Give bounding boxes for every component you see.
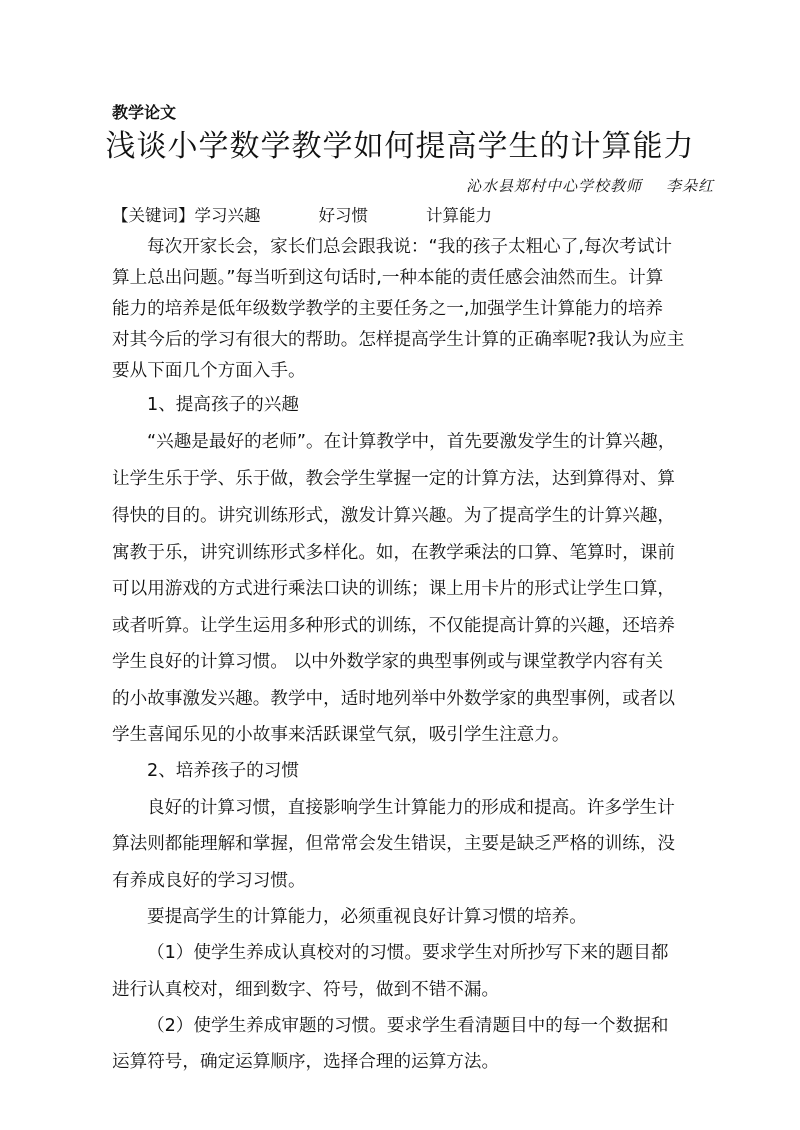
paragraph-line: 每次开家长会，家长们总会跟我说：“我的孩子太粗心了,每次考试计 (147, 237, 672, 257)
keywords-line (112, 203, 492, 229)
paragraph-line: 或者听算。让学生运用多种形式的训练，不仅能提高计算的兴趣，还培养 (112, 616, 676, 636)
paragraph-line: 可以用游戏的方式进行乘法口诀的训练；课上用卡片的形式让学生口算， (112, 579, 676, 599)
paragraph-line: 要提高学生的计算能力，必须重视良好计算习惯的培养。 (147, 907, 587, 927)
paragraph-line: 学生良好的计算习惯。 以中外数学家的典型事例或与课堂教学内容有关 (112, 652, 664, 672)
page-title: 浅谈小学数学教学如何提高学生的计算能力 (105, 129, 695, 164)
author-affiliation: 沁水县郑村中心学校教师 (466, 177, 643, 195)
section-heading: 2、培养孩子的习惯 (147, 761, 299, 781)
paragraph-line: 算上总出问题。”每当听到这句话时,一种本能的责任感会油然而生。计算 (112, 268, 664, 288)
keyword-item: 好习惯 (318, 206, 368, 225)
paragraph-line: （2）使学生养成审题的习惯。要求学生看清题目中的每一个数据和 (147, 1016, 669, 1036)
paragraph-line: 能力的培养是低年级数学教学的主要任务之一,加强学生计算能力的培养 (112, 299, 664, 319)
paragraph-line: 进行认真校对，细到数字、符号，做到不错不漏。 (112, 980, 500, 1000)
section-heading: 1、提高孩子的兴趣 (147, 395, 299, 415)
author-line (466, 174, 714, 198)
paragraph-line: （1）使学生养成认真校对的习惯。要求学生对所抄写下来的题目都 (147, 943, 669, 963)
paragraph-line: 寓教于乐，讲究训练形式多样化。如，在教学乘法的口算、笔算时，课前 (112, 543, 676, 563)
paragraph-line: 有养成良好的学习习惯。 (112, 871, 306, 891)
keyword-item: 计算能力 (426, 206, 492, 225)
paragraph-line: 学生喜闻乐见的小故事来活跃课堂气氛，吸引学生注意力。 (112, 725, 570, 745)
paragraph-line: 良好的计算习惯，直接影响学生计算能力的形成和提高。许多学生计 (147, 798, 675, 818)
paragraph-line: 得快的目的。讲究训练形式，激发计算兴趣。为了提高学生的计算兴趣， (112, 506, 676, 526)
author-name: 李朵红 (666, 177, 715, 195)
paragraph-line: 算法则都能理解和掌握，但常常会发生错误，主要是缺乏严格的训练，没 (112, 834, 676, 854)
document-label: 教学论文 (112, 103, 177, 122)
keyword-item: 学习兴趣 (194, 206, 261, 225)
paragraph-line: 要从下面几个方面入手。 (112, 361, 306, 381)
paragraph-line: 对其今后的学习有很大的帮助。怎样提高学生计算的正确率呢?我认为应主 (112, 330, 685, 350)
paragraph-line: 让学生乐于学、乐于做，教会学生掌握一定的计算方法，达到算得对、算 (112, 469, 676, 489)
keywords-prefix: 【关键词】 (112, 206, 195, 225)
paragraph-line: 的小故事激发兴趣。教学中，适时地列举中外数学家的典型事例，或者以 (112, 689, 676, 709)
paragraph-line: “兴趣是最好的老师”。在计算教学中，首先要激发学生的计算兴趣， (147, 432, 676, 452)
paragraph-line: 运算符号，确定运算顺序，选择合理的运算方法。 (112, 1052, 500, 1072)
